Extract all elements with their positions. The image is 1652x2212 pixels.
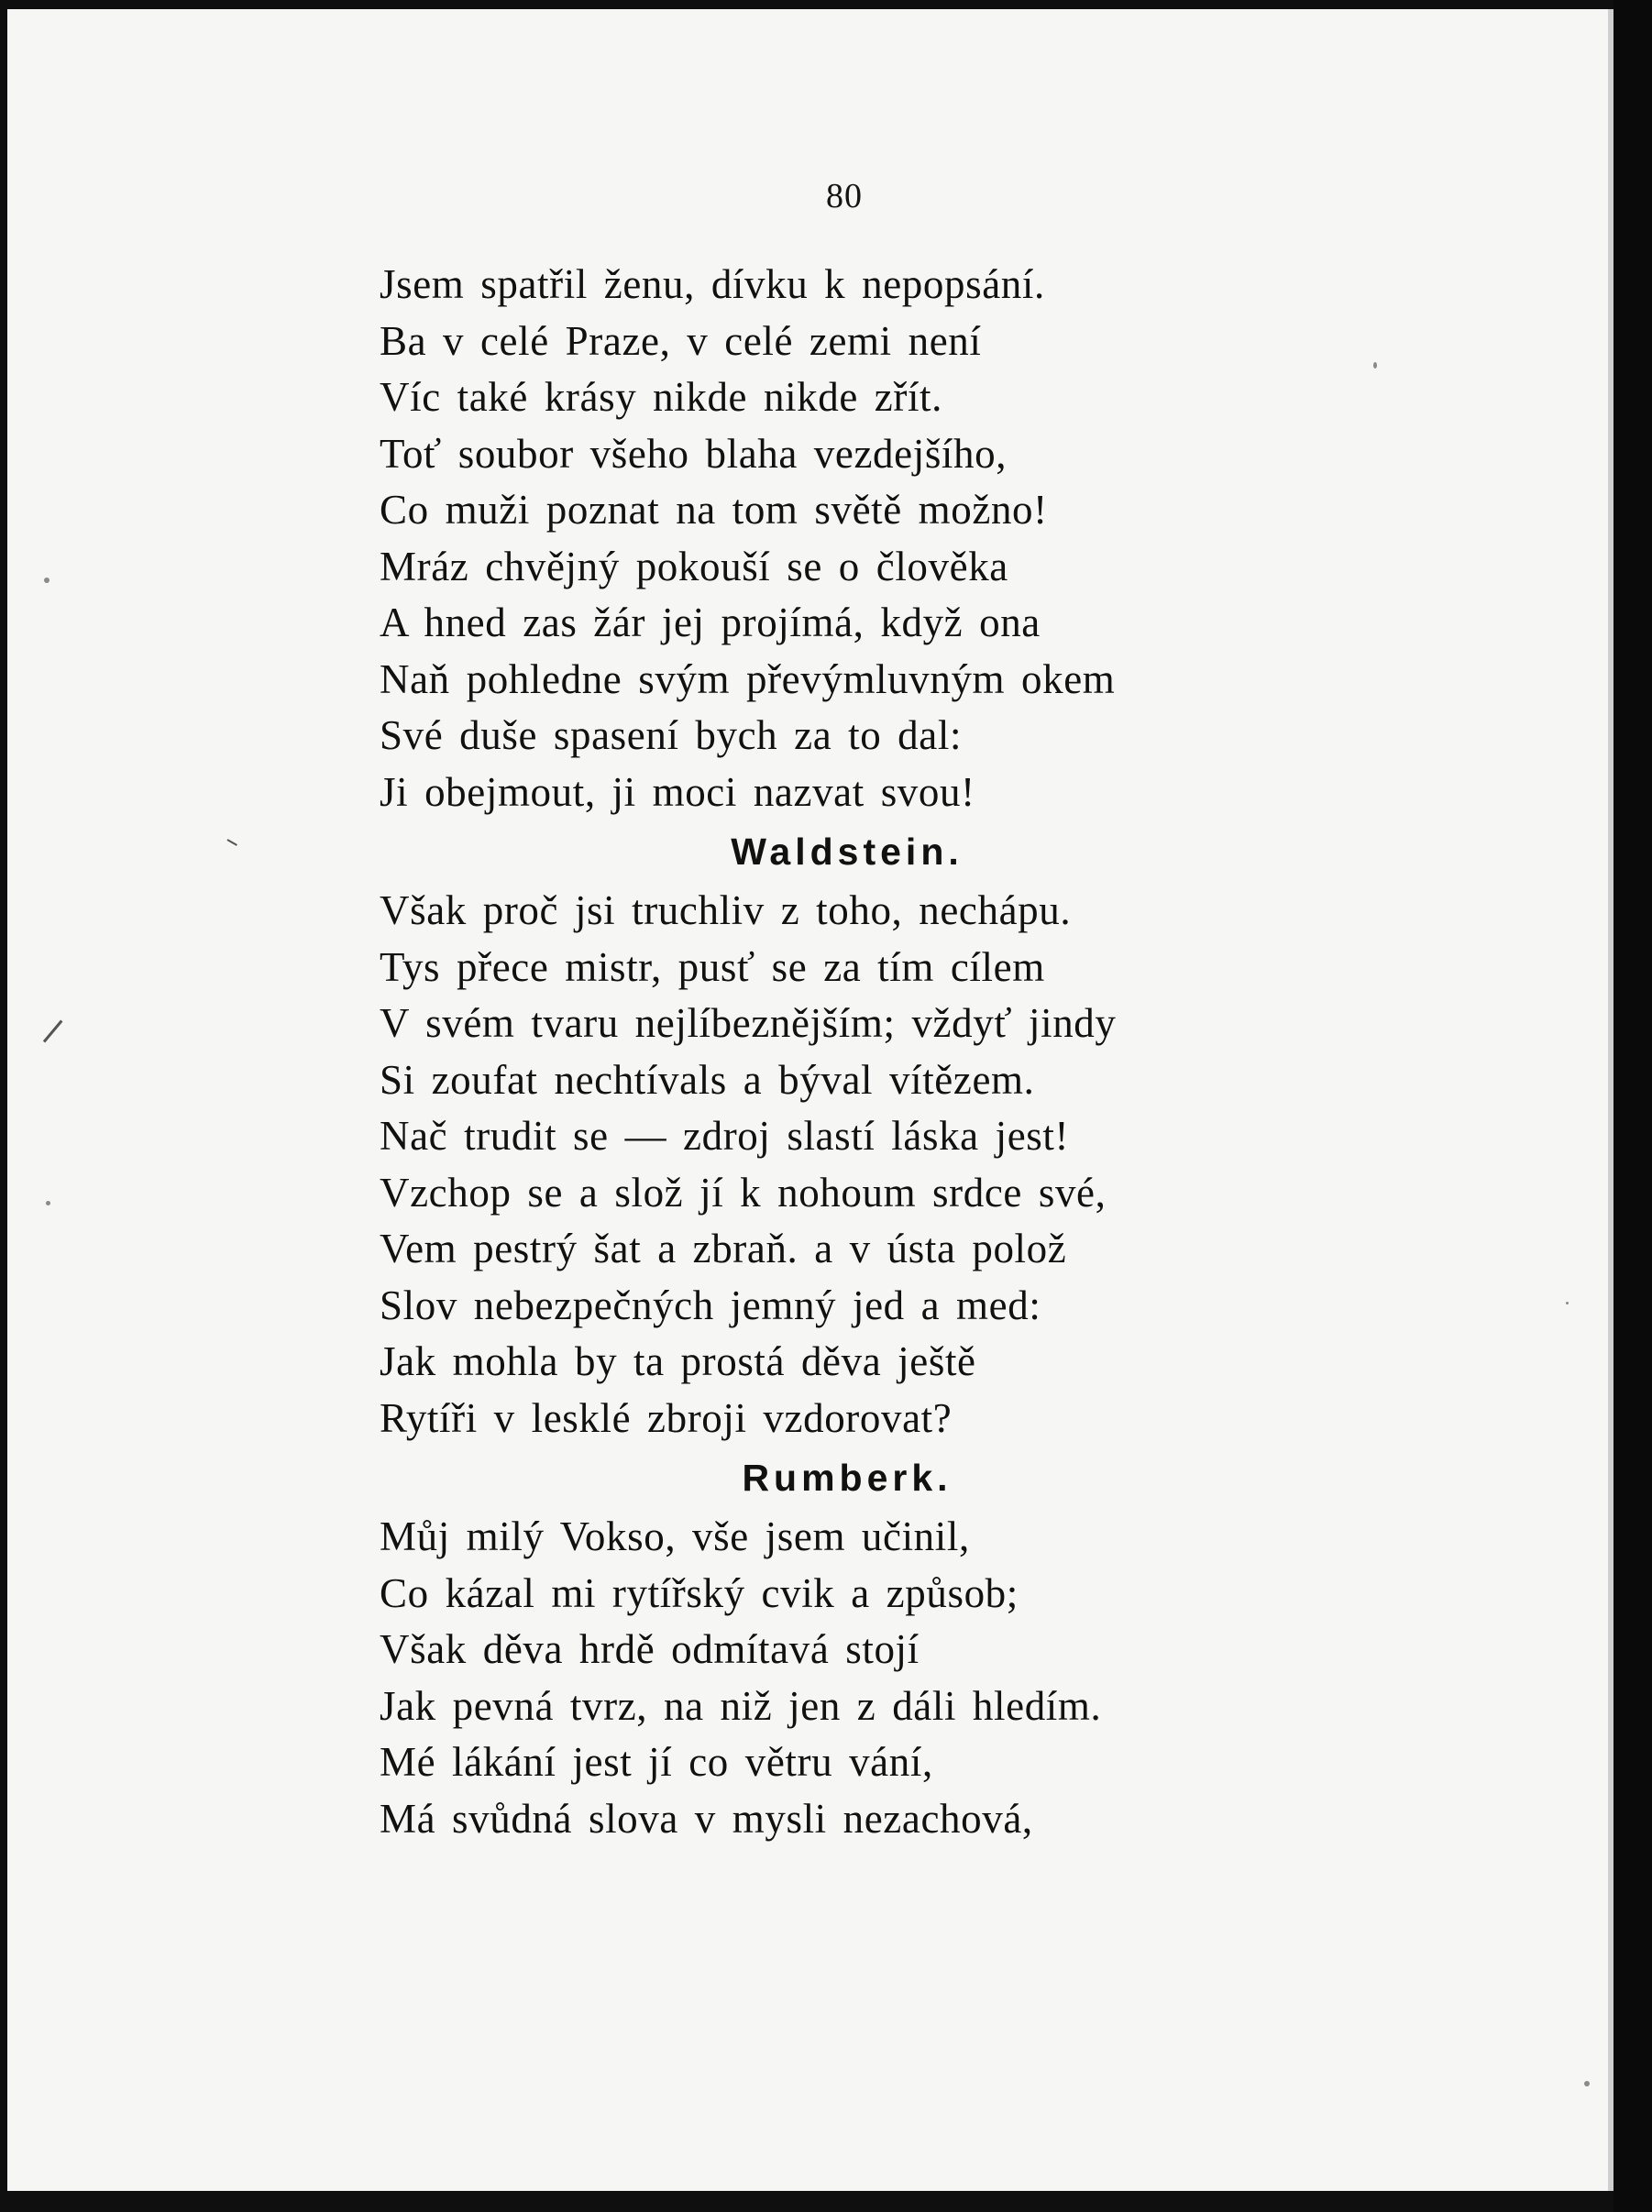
passage	[380, 820, 1296, 1447]
verse-line: Vzchop se a slož jí k nohoum srdce své,	[380, 1169, 1107, 1216]
verse-line: Jak mohla by ta prostá děva ještě	[380, 1338, 976, 1384]
scan-speck	[1566, 1302, 1569, 1304]
verse-line: Vem pestrý šat a zbraň. a v ústa polož	[380, 1226, 1067, 1271]
passage	[380, 257, 1296, 820]
verse-line: Mráz chvějný pokouší se o člověka	[380, 543, 1008, 589]
scan-speck	[1584, 2081, 1590, 2086]
poem-text	[380, 257, 1296, 1847]
scan-scratch	[227, 839, 237, 846]
scan-speck	[44, 578, 50, 583]
verse-line: Můj milý Vokso, vše jsem učinil,	[380, 1513, 970, 1559]
verse-line: Nač trudit se — zdroj slastí láska jest!	[380, 1113, 1070, 1159]
verse-line: Své duše spasení bych za to dal:	[380, 712, 963, 758]
verse-line: Jsem spatřil ženu, dívku k nepopsání.	[380, 261, 1045, 307]
verse-line: Si zoufat nechtívals a býval vítězem.	[380, 1056, 1035, 1103]
verse-line: Ji obejmout, ji moci nazvat svou!	[380, 768, 975, 815]
verse-line: Tys přece mistr, pusť se za tím cílem	[380, 943, 1045, 990]
verse-line: Má svůdná slova v mysli nezachová,	[380, 1795, 1033, 1842]
verse-line: Rytíři v lesklé zbroji vzdorovat?	[380, 1394, 953, 1441]
verse-line: Co kázal mi rytířský cvik a způsob;	[380, 1569, 1019, 1616]
verse-line: Jak pevná tvrz, na niž jen z dáli hledím.	[380, 1682, 1102, 1729]
speaker-name: Rumberk.	[742, 1457, 953, 1499]
verse-line: Mé lákání jest jí co větru vání,	[380, 1739, 933, 1785]
verse-line: Co muži poznat na tom světě možno!	[380, 487, 1048, 533]
scan-speck	[46, 1201, 50, 1205]
verse-line: A hned zas žár jej projímá, když ona	[380, 600, 1041, 645]
passage	[380, 1447, 1296, 1847]
verse-line: Slov nebezpečných jemný jed a med:	[380, 1282, 1041, 1328]
page-number: 80	[826, 177, 863, 215]
speaker-name: Waldstein.	[731, 831, 964, 873]
scan-speck	[1373, 362, 1377, 369]
scan-scratch	[43, 1020, 63, 1043]
verse-line: Ba v celé Praze, v celé zemi není	[380, 317, 982, 364]
verse-line: Toť soubor všeho blaha vezdejšího,	[380, 430, 1008, 477]
verse-line: Však proč jsi truchliv z toho, nechápu.	[380, 887, 1072, 933]
verse-line: Víc také krásy nikde nikde zřít.	[380, 374, 943, 420]
verse-line: V svém tvaru nejlíbeznějším; vždyť jindy	[380, 1000, 1117, 1046]
verse-line: Naň pohledne svým převýmluvným okem	[380, 655, 1116, 702]
scan-edge	[1613, 0, 1652, 2212]
verse-line: Však děva hrdě odmítavá stojí	[380, 1626, 920, 1672]
